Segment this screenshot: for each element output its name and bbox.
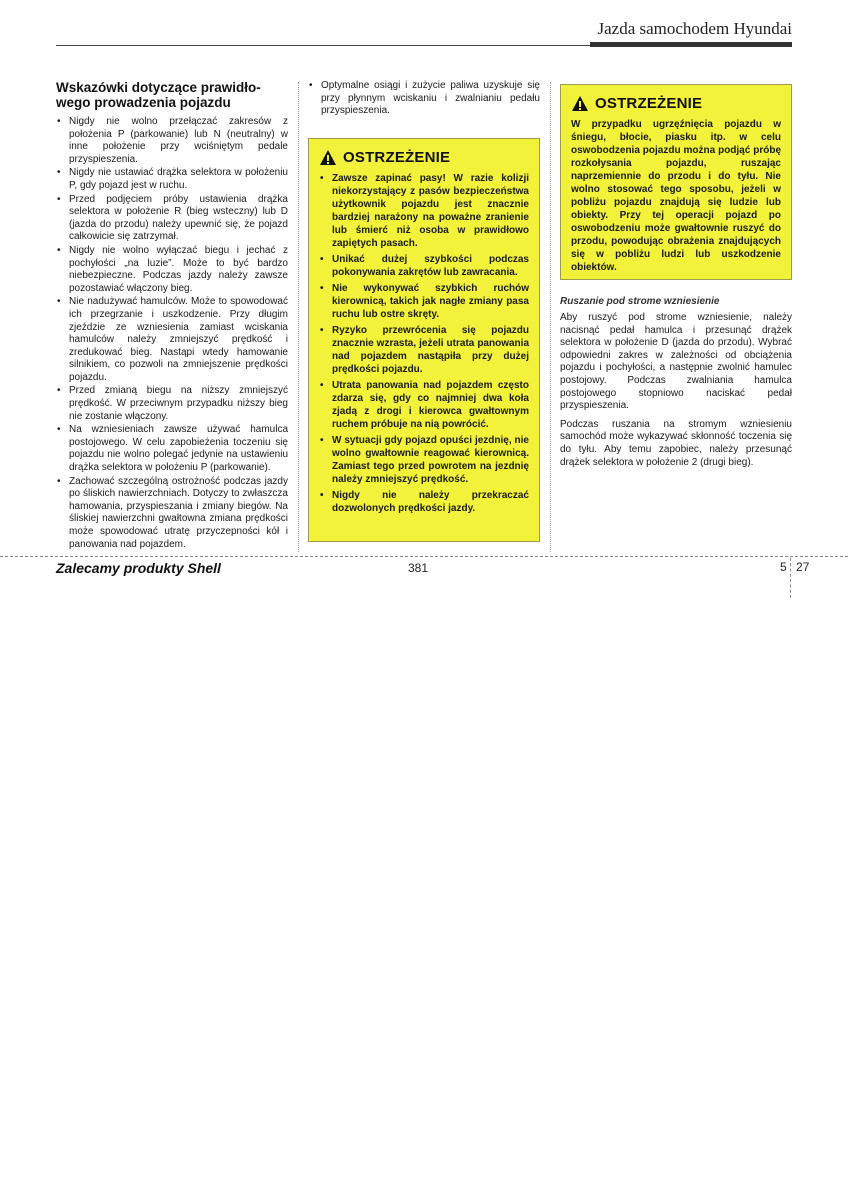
section-heading-line2: wego prowadzenia pojazdu: [56, 95, 231, 110]
list-item: • Nigdy nie wolno przełączać zakresów z położenia P (parkowanie) lub N (neutralny) w inne położenie przy wciśniętym pedale przyspieszenia.: [56, 116, 288, 166]
warning-title: OSTRZEŻENIE: [595, 95, 703, 112]
list-item: • Unikać dużej szybkości podczas pokonywania zakrętów lub zawracania.: [319, 253, 529, 279]
warning-body: W przypadku ugrzęźnięcia pojazdu w śniegu, błocie, piasku itp. w celu oswobodzenia pojazdu można podjąć próbę rozkołysania pojazdu, ruszając naprzemiennie do przodu i do tyłu. Nie wolno stosować tego sposobu, jeżeli w pobliżu pojazdu znajdują się ludzie lub obiekty. Przy tej operacji pojazd po oswobodzeniu może gwałtownie ruszyć do przodu, powodując obrażenia znajdujących się w pobliżu ludzi lub uszkodzenie obiektów.: [571, 119, 781, 273]
left-column: [56, 80, 288, 552]
warning-box-driving: [308, 138, 540, 542]
warning-triangle-icon: [319, 149, 337, 166]
intro-list: [308, 80, 540, 118]
column-separator: [298, 82, 299, 552]
footer-divider: [0, 556, 848, 557]
list-item: • Zachować szczególną ostrożność podczas jazdy po śliskich nawierzchniach. Dotyczy to zwłaszcza hamowania, przyspieszania i zmiany biegów. Na śliskiej nawierzchni gwałtowna zmiana prędkości może spowodować utratę przyczepności kół i panowania nad pojazdem.: [56, 476, 288, 552]
list-item: • Nigdy nie ustawiać drążka selektora w położeniu P, gdy pojazd jest w ruchu.: [56, 167, 288, 192]
right-paragraphs: [560, 312, 792, 475]
list-item: • Na wzniesieniach zawsze używać hamulca postojowego. W celu zapobieżenia toczeniu się pojazdu nie wolno polegać jedynie na ustawieniu drążka selektora w położeniu P (parkowanie).: [56, 424, 288, 474]
column-separator: [550, 82, 551, 552]
paragraph: Aby ruszyć pod strome wzniesienie, należy nacisnąć pedał hamulca i przesunąć drążek selektora w położenie D (jazda do przodu). Wybrać odpowiedni zakres w zależności od obciążenia pojazdu i pochyłości, a następnie zwolnić hamulec postojowy. Podczas zwalniania hamulca postojowego stopniowo naciskać pedał przyspieszenia.: [560, 312, 792, 412]
list-item: • Przed zmianą biegu na niższy zmniejszyć prędkość. W przeciwnym przypadku niższy bieg nie zostanie włączony.: [56, 385, 288, 423]
header-rule-thick: [590, 42, 792, 47]
section-number: 5: [780, 560, 787, 574]
list-item: • Ryzyko przewrócenia się pojazdu znacznie wzrasta, jeżeli utrata panowania nad pojazdem nastąpiła przy dużej prędkości pojazdu.: [319, 324, 529, 376]
warning-box-stuck-vehicle: [560, 84, 792, 280]
list-item: • Zawsze zapinać pasy! W razie kolizji niekorzystający z pasów bezpieczeństwa użytkownik pojazdu jest znacznie bardziej narażony na poważne zranienie lub śmierć niż osoba w prawidłowo zapiętych pasach.: [319, 172, 529, 250]
list-item: • Nie wykonywać szybkich ruchów kierownicą, takich jak nagłe zmiany pasa ruchu lub ostre skręty.: [319, 282, 529, 321]
warning-triangle-icon: [571, 95, 589, 112]
footer-section-page: [780, 560, 809, 574]
warning-title: OSTRZEŻENIE: [343, 149, 451, 166]
middle-column: [308, 80, 540, 119]
section-page-number: 27: [796, 560, 810, 574]
footer-shell-text: Zalecamy produkty Shell: [56, 560, 221, 576]
driving-tips-list: [56, 116, 288, 551]
list-item: • Optymalne osiągi i zużycie paliwa uzyskuje się przy płynnym wciskaniu i zwalnianiu pedału przyspieszenia.: [308, 80, 540, 118]
warning-header: [571, 95, 781, 112]
warning-header: [319, 149, 529, 166]
warning-list: [319, 172, 529, 515]
page-header-title: Jazda samochodem Hyundai: [597, 19, 792, 38]
section-heading: [56, 80, 288, 110]
list-item: • Nigdy nie wolno wyłączać biegu i jechać z pochyłości „na luzie”. Może to być bardzo niebezpieczne. Podczas jazdy należy zawsze pozostawiać włączony bieg.: [56, 245, 288, 295]
list-item: • Przed podjęciem próby ustawienia drążka selektora w położenie R (bieg wsteczny) lub D (jazda do przodu) należy upewnić się, że pojazd całkowicie się zatrzymał.: [56, 194, 288, 244]
list-item: • Utrata panowania nad pojazdem często zdarza się, gdy co najmniej dwa koła zjadą z drogi i kierowca gwałtownym ruchem próbuje na nią powrócić.: [319, 379, 529, 431]
paragraph: Podczas ruszania na stromym wzniesieniu samochód może wykazywać skłonność toczenia się do tyłu. Aby temu zapobiec, należy przesunąć drążek selektora w położenie 2 (drugi bieg).: [560, 418, 792, 468]
section-heading-line1: Wskazówki dotyczące prawidło-: [56, 80, 261, 95]
list-item: • W sytuacji gdy pojazd opuści jezdnię, nie wolno gwałtownie reagować kierownicą. Zamiast tego przed powrotem na jezdnię należy zmniejszyć prędkość.: [319, 434, 529, 486]
list-item: • Nigdy nie należy przekraczać dozwolonych prędkości jazdy.: [319, 489, 529, 515]
list-item: • Nie nadużywać hamulców. Może to spowodować ich przegrzanie i uszkodzenie. Przy długim zjeździe ze wzniesienia zamiast wciskania hamulców należy zmniejszyć prędkość i zredukować bieg. Nastąpi wtedy hamowanie silnikiem, co pozwoli na zmniejszenie prędkości pojazdu.: [56, 296, 288, 384]
footer-page-number: 381: [408, 561, 429, 575]
subsection-heading: Ruszanie pod strome wzniesienie: [560, 296, 720, 307]
